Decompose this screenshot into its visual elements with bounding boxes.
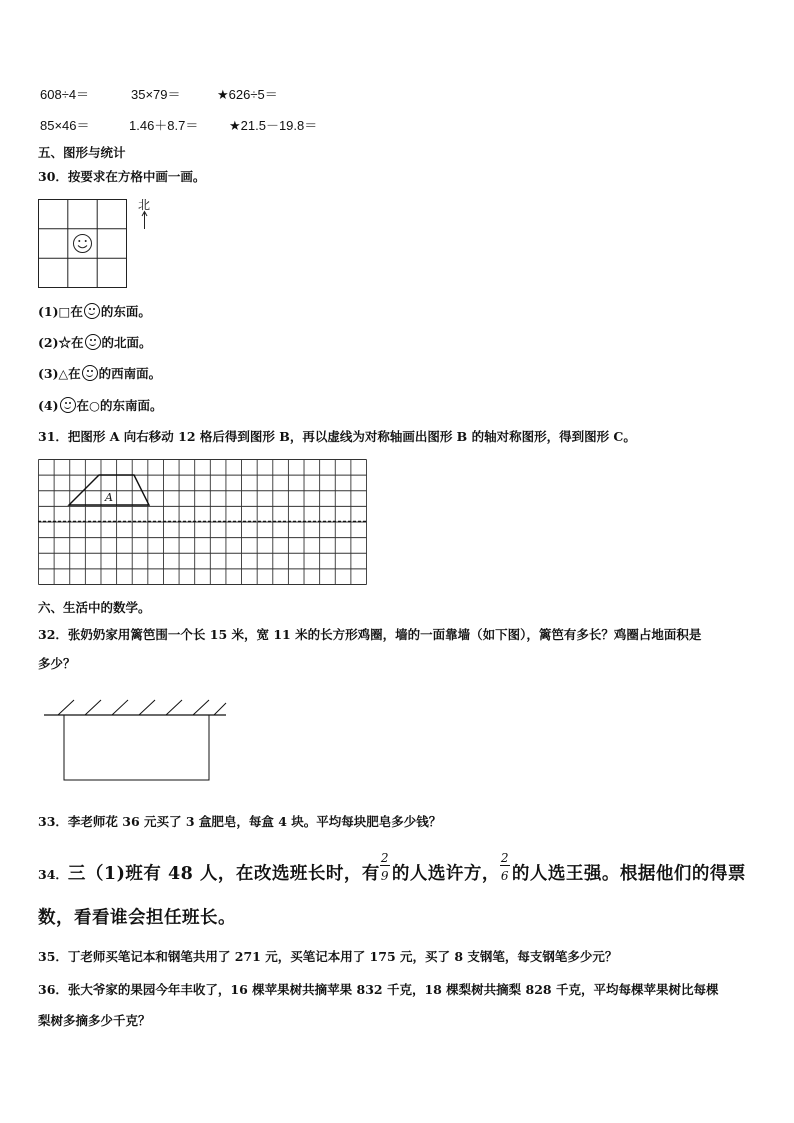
q34-frac2-num: 2 (500, 850, 509, 865)
q30-item-1-num: (1) (38, 304, 59, 319)
q30-item-1-pre: □在 (58, 304, 83, 319)
calc-1-1: 608÷4＝ (40, 87, 90, 102)
q34-fraction-1 (380, 850, 392, 885)
q30-item-4-num: (4) (38, 398, 59, 413)
q33-text: 33．李老师花 36 元买了 3 盒肥皂，每盒 4 块。平均每块肥皂多少钱？ (38, 814, 442, 829)
q30-item-3-post: 的西南面。 (98, 366, 162, 381)
q34-frac1-num: 2 (380, 850, 389, 865)
q31-grid (38, 459, 367, 585)
q30-item-2 (38, 333, 152, 351)
smiley-face-icon (74, 235, 92, 253)
q30-item-4 (38, 396, 162, 414)
q30-item-4-post: 在○的东南面。 (76, 398, 163, 413)
north-label: 北 (138, 198, 151, 212)
q34-num: 34． (38, 867, 68, 882)
q31-text: 31．把图形 A 向右移动 12 格后得到图形 B，再以虚线为对称轴画出图形 B 的轴对称图形，得到图形 C。 (38, 429, 636, 444)
q30-item-2-pre: ☆在 (58, 335, 84, 350)
q36-line1: 36．张大爷家的果园今年丰收了，16 棵苹果树共摘苹果 832 千克，18 棵梨树共摘梨 828 千克，平均每棵苹果树比每棵 (38, 982, 719, 997)
calc-2-2: 1.46＋8.7＝ (129, 118, 199, 133)
section5-title: 五、图形与统计 (38, 145, 126, 160)
q35-text: 35．丁老师买笔记本和钢笔共用了 271 元，买笔记本用了 175 元，买了 8 支钢笔，每支钢笔多少元？ (38, 949, 618, 964)
q32-line2: 多少？ (38, 656, 76, 671)
q30-grid (38, 199, 128, 289)
q30-item-1 (38, 302, 151, 320)
q34-part1: 三（1)班有 48 人，在改选班长时，有 (67, 864, 380, 884)
shape-a-label: A (105, 491, 113, 504)
calc-2-1: 85×46＝ (40, 118, 90, 133)
q34-frac1-den: 9 (380, 868, 389, 883)
q34-line1 (38, 850, 746, 885)
calc-1-3: ★626÷5＝ (217, 87, 278, 102)
q30-item-2-num: (2) (38, 335, 59, 350)
smiley-face-icon (60, 397, 76, 413)
q36-line2: 梨树多摘多少千克？ (38, 1013, 151, 1028)
q34-line2: 数，看看谁会担任班长。 (38, 908, 236, 928)
smiley-face-icon (85, 334, 101, 350)
q34-fraction-2 (500, 850, 512, 885)
q34-part2: 的人选许方， (391, 864, 500, 884)
q30-text: 30．按要求在方格中画一画。 (38, 169, 206, 184)
q30-item-3 (38, 364, 161, 382)
smiley-face-icon (82, 365, 98, 381)
q30-item-3-pre: △在 (58, 366, 81, 381)
north-arrow-icon (140, 210, 150, 230)
q32-wall-diagram (44, 698, 229, 783)
calc-1-2: 35×79＝ (131, 87, 181, 102)
smiley-face-icon (84, 303, 100, 319)
q34-frac2-den: 6 (500, 868, 509, 883)
calc-2-3: ★21.5－19.8＝ (229, 118, 318, 133)
q30-item-1-post: 的东面。 (100, 304, 151, 319)
q32-line1: 32．张奶奶家用篱笆围一个长 15 米，宽 11 米的长方形鸡圈，墙的一面靠墙（如下图），篱笆有多长？鸡圈占地面积是 (38, 627, 702, 642)
q30-item-2-post: 的北面。 (101, 335, 152, 350)
q30-item-3-num: (3) (38, 366, 59, 381)
section6-title: 六、生活中的数学。 (38, 600, 151, 615)
q34-part3: 的人选王强。根据他们的得票 (511, 864, 746, 884)
